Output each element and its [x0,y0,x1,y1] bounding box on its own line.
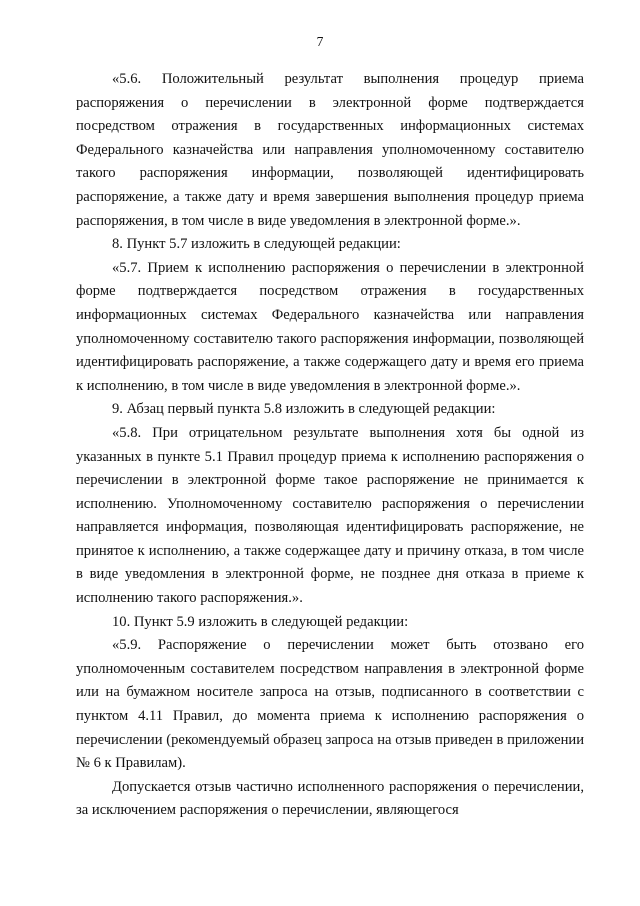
amendment-heading-10: 10. Пункт 5.9 изложить в следующей редакции: [112,613,409,630]
paragraph-partial-recall: Допускается отзыв частично исполненного распоряжения о перечислении, за исключением распоряжения о перечислении, являющегося [76,778,584,819]
paragraph-5-6: «5.6. Положительный результат выполнения процедур приема распоряжения о перечислении в электронной форме подтверждается посредством отражения в государственных информационных системах Федерального казначейства или направления уполномоченному составителю такого распоряжения информации, позволяющей идентифицировать распоряжение, а также дату и время завершения выполнения процедур приема распоряжения, в том числе в виде уведомления в электронной форме.». [76,71,584,229]
paragraph-5-8: «5.8. При отрицательном результате выполнения хотя бы одной из указанных в пункте 5.1 Правил процедур приема к исполнению распоряжения о перечислении в электронной форме такое распоряжение не принимается к исполнению. Уполномоченному составителю распоряжения о перечислении направляется информация, позволяющая идентифицировать распоряжение, не принятое к исполнению, а также содержащее дату и причину отказа, в том числе в виде уведомления в электронной форме, не позднее дня отказа в приеме к исполнению такого распоряжения.». [76,424,584,607]
paragraph-5-7: «5.7. Прием к исполнению распоряжения о перечислении в электронной форме подтверждается посредством отражения в государственных информационных системах Федерального казначейства или направления уполномоченному составителю такого распоряжения информации, позволяющей идентифицировать распоряжение, а также содержащего дату и время его приема к исполнению, в том числе в виде уведомления в электронной форме.». [76,259,584,394]
page-number: 7 [316,34,324,49]
document-body [76,68,584,823]
amendment-heading-9: 9. Абзац первый пункта 5.8 изложить в следующей редакции: [112,401,496,418]
paragraph-5-9: «5.9. Распоряжение о перечислении может быть отозвано его уполномоченным составителем посредством направления в электронной форме или на бумажном носителе запроса на отзыв, подписанного в соответствии с пунктом 4.11 Правил, до момента приема к исполнению распоряжения о перечислении (рекомендуемый образец запроса на отзыв приведен в приложении № 6 к Правилам). [76,637,584,772]
amendment-heading-8: 8. Пункт 5.7 изложить в следующей редакции: [112,236,401,253]
